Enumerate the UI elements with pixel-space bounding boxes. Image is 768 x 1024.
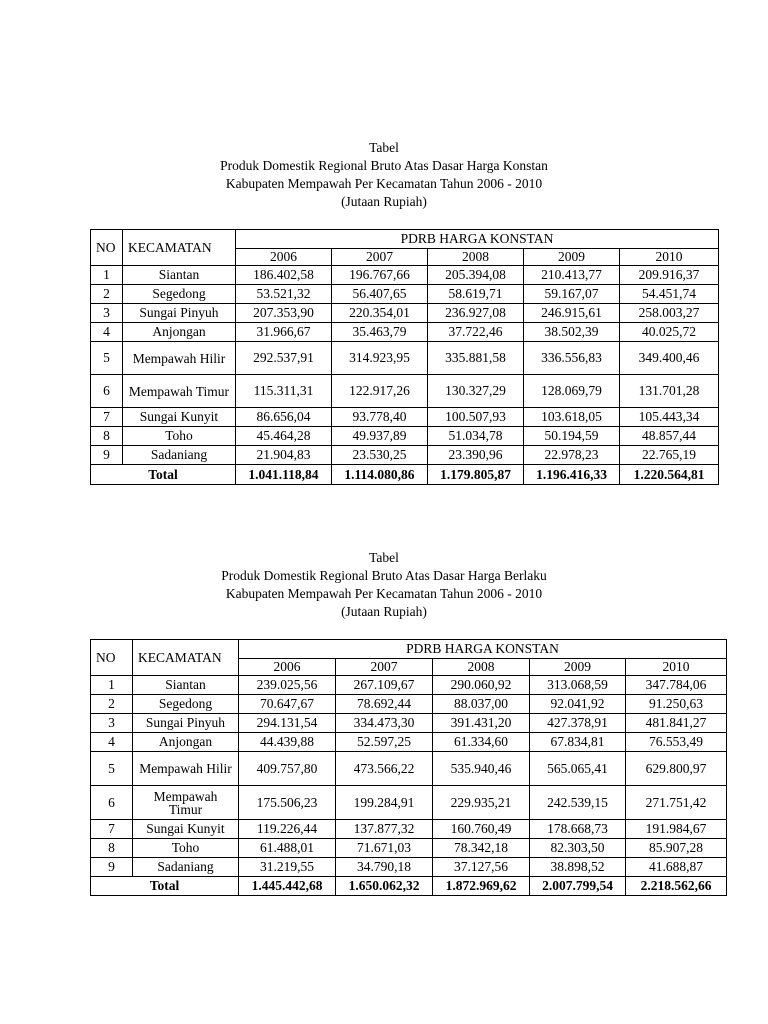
total-value: 1.650.062,32 [336, 877, 433, 896]
row-value: 85.907,28 [626, 839, 727, 858]
row-value: 207.353,90 [236, 304, 332, 323]
caption-line-4: (Jutaan Rupiah) [341, 604, 427, 619]
total-value: 1.196.416,33 [524, 465, 620, 485]
row-value: 23.390,96 [428, 446, 524, 465]
total-value: 1.445.442,68 [239, 877, 336, 896]
row-no: 1 [91, 266, 123, 285]
row-no: 1 [91, 676, 133, 695]
total-value: 2.007.799,54 [530, 877, 626, 896]
row-value: 67.834,81 [530, 733, 626, 752]
row-kecamatan: Sungai Pinyuh [133, 714, 239, 733]
row-kecamatan: Siantan [133, 676, 239, 695]
row-no: 3 [91, 304, 123, 323]
row-value: 38.502,39 [524, 323, 620, 342]
caption-table-1 [0, 139, 768, 211]
table-row [91, 408, 719, 427]
row-value: 313.068,59 [530, 676, 626, 695]
row-no: 5 [91, 342, 123, 375]
row-value: 131.701,28 [620, 375, 719, 408]
total-label: Total [91, 877, 239, 896]
table-row [91, 714, 727, 733]
header-year: 2008 [428, 249, 524, 266]
table-row [91, 839, 727, 858]
table-row [91, 786, 727, 820]
total-row [91, 877, 727, 896]
row-value: 137.877,32 [336, 820, 433, 839]
row-value: 92.041,92 [530, 695, 626, 714]
row-kecamatan: Sungai Kunyit [123, 408, 236, 427]
table-row [91, 733, 727, 752]
row-value: 103.618,05 [524, 408, 620, 427]
caption-line-4: (Jutaan Rupiah) [341, 194, 427, 209]
header-no: NO [91, 230, 123, 266]
row-value: 54.451,74 [620, 285, 719, 304]
table-row [91, 342, 719, 375]
row-no: 9 [91, 858, 133, 877]
row-value: 246.915,61 [524, 304, 620, 323]
row-value: 41.688,87 [626, 858, 727, 877]
row-value: 335.881,58 [428, 342, 524, 375]
header-year: 2009 [524, 249, 620, 266]
row-no: 2 [91, 285, 123, 304]
row-value: 191.984,67 [626, 820, 727, 839]
row-kecamatan: Mempawah Hilir [123, 342, 236, 375]
row-kecamatan: Sungai Pinyuh [123, 304, 236, 323]
row-value: 37.127,56 [433, 858, 530, 877]
row-no: 8 [91, 427, 123, 446]
caption-line-2: Produk Domestik Regional Bruto Atas Dasar Harga Konstan [220, 158, 548, 173]
table-row [91, 427, 719, 446]
row-value: 51.034,78 [428, 427, 524, 446]
table-row [91, 695, 727, 714]
row-value: 481.841,27 [626, 714, 727, 733]
caption-line-1: Tabel [369, 550, 399, 565]
row-kecamatan: Sadaniang [133, 858, 239, 877]
table-row [91, 285, 719, 304]
header-year: 2007 [332, 249, 428, 266]
row-value: 122.917,26 [332, 375, 428, 408]
row-value: 100.507,93 [428, 408, 524, 427]
row-value: 58.619,71 [428, 285, 524, 304]
row-value: 44.439,88 [239, 733, 336, 752]
caption-line-3: Kabupaten Mempawah Per Kecamatan Tahun 2006 - 2010 [225, 176, 543, 191]
row-value: 88.037,00 [433, 695, 530, 714]
row-value: 239.025,56 [239, 676, 336, 695]
row-value: 34.790,18 [336, 858, 433, 877]
row-kecamatan: Mempawah Hilir [133, 752, 239, 786]
row-value: 105.443,34 [620, 408, 719, 427]
row-kecamatan: Segedong [133, 695, 239, 714]
row-value: 236.927,08 [428, 304, 524, 323]
row-value: 45.464,28 [236, 427, 332, 446]
header-year: 2010 [626, 659, 727, 676]
row-value: 242.539,15 [530, 786, 626, 820]
row-value: 53.521,32 [236, 285, 332, 304]
header-group: PDRB HARGA KONSTAN [239, 640, 727, 659]
row-kecamatan: Segedong [123, 285, 236, 304]
row-value: 59.167,07 [524, 285, 620, 304]
header-year: 2009 [530, 659, 626, 676]
caption-line-3: Kabupaten Mempawah Per Kecamatan Tahun 2006 - 2010 [225, 586, 543, 601]
row-value: 220.354,01 [332, 304, 428, 323]
row-value: 314.923,95 [332, 342, 428, 375]
total-row [91, 465, 719, 485]
row-value: 130.327,29 [428, 375, 524, 408]
row-kecamatan: Sadaniang [123, 446, 236, 465]
row-value: 70.647,67 [239, 695, 336, 714]
row-value: 186.402,58 [236, 266, 332, 285]
row-value: 210.413,77 [524, 266, 620, 285]
header-year: 2010 [620, 249, 719, 266]
row-value: 78.342,18 [433, 839, 530, 858]
row-value: 119.226,44 [239, 820, 336, 839]
row-no: 6 [91, 786, 133, 820]
row-no: 9 [91, 446, 123, 465]
row-value: 21.904,83 [236, 446, 332, 465]
row-no: 3 [91, 714, 133, 733]
header-year: 2006 [236, 249, 332, 266]
row-value: 76.553,49 [626, 733, 727, 752]
row-value: 61.488,01 [239, 839, 336, 858]
total-label: Total [91, 465, 236, 485]
header-no: NO [91, 640, 133, 676]
row-value: 427.378,91 [530, 714, 626, 733]
row-value: 336.556,83 [524, 342, 620, 375]
row-kecamatan: Mempawah Timur [123, 375, 236, 408]
table-row [91, 446, 719, 465]
row-no: 5 [91, 752, 133, 786]
header-year: 2007 [336, 659, 433, 676]
row-value: 48.857,44 [620, 427, 719, 446]
header-kecamatan: KECAMATAN [123, 230, 236, 266]
total-value: 1.220.564,81 [620, 465, 719, 485]
table-row [91, 304, 719, 323]
row-value: 23.530,25 [332, 446, 428, 465]
row-value: 40.025,72 [620, 323, 719, 342]
row-value: 565.065,41 [530, 752, 626, 786]
row-value: 61.334,60 [433, 733, 530, 752]
row-value: 37.722,46 [428, 323, 524, 342]
total-value: 1.041.118,84 [236, 465, 332, 485]
row-value: 535.940,46 [433, 752, 530, 786]
row-value: 115.311,31 [236, 375, 332, 408]
row-value: 38.898,52 [530, 858, 626, 877]
row-value: 52.597,25 [336, 733, 433, 752]
pdrb-table-konstan [90, 229, 719, 485]
row-value: 86.656,04 [236, 408, 332, 427]
row-value: 271.751,42 [626, 786, 727, 820]
header-group: PDRB HARGA KONSTAN [236, 230, 719, 249]
row-value: 91.250,63 [626, 695, 727, 714]
row-kecamatan: Toho [123, 427, 236, 446]
row-value: 294.131,54 [239, 714, 336, 733]
row-kecamatan: Anjongan [133, 733, 239, 752]
row-no: 6 [91, 375, 123, 408]
row-value: 199.284,91 [336, 786, 433, 820]
table-row [91, 323, 719, 342]
row-kecamatan: Mempawah Timur [133, 786, 239, 820]
row-value: 22.978,23 [524, 446, 620, 465]
row-value: 178.668,73 [530, 820, 626, 839]
row-value: 31.219,55 [239, 858, 336, 877]
caption-line-2: Produk Domestik Regional Bruto Atas Dasar Harga Berlaku [221, 568, 547, 583]
row-value: 78.692,44 [336, 695, 433, 714]
row-value: 22.765,19 [620, 446, 719, 465]
table-row [91, 820, 727, 839]
row-no: 7 [91, 820, 133, 839]
row-value: 31.966,67 [236, 323, 332, 342]
row-value: 49.937,89 [332, 427, 428, 446]
row-value: 196.767,66 [332, 266, 428, 285]
row-no: 7 [91, 408, 123, 427]
row-value: 258.003,27 [620, 304, 719, 323]
row-value: 292.537,91 [236, 342, 332, 375]
row-value: 35.463,79 [332, 323, 428, 342]
row-no: 4 [91, 323, 123, 342]
row-no: 4 [91, 733, 133, 752]
row-kecamatan: Sungai Kunyit [133, 820, 239, 839]
header-year: 2008 [433, 659, 530, 676]
table-row [91, 752, 727, 786]
caption-line-1: Tabel [369, 140, 399, 155]
row-value: 82.303,50 [530, 839, 626, 858]
row-value: 409.757,80 [239, 752, 336, 786]
row-no: 8 [91, 839, 133, 858]
row-value: 175.506,23 [239, 786, 336, 820]
row-value: 93.778,40 [332, 408, 428, 427]
header-year: 2006 [239, 659, 336, 676]
row-value: 349.400,46 [620, 342, 719, 375]
row-value: 205.394,08 [428, 266, 524, 285]
total-value: 1.179.805,87 [428, 465, 524, 485]
total-value: 1.114.080,86 [332, 465, 428, 485]
row-kecamatan: Siantan [123, 266, 236, 285]
row-value: 229.935,21 [433, 786, 530, 820]
row-value: 209.916,37 [620, 266, 719, 285]
row-value: 290.060,92 [433, 676, 530, 695]
row-value: 128.069,79 [524, 375, 620, 408]
caption-table-2 [0, 549, 768, 621]
row-value: 391.431,20 [433, 714, 530, 733]
table-row [91, 676, 727, 695]
row-value: 50.194,59 [524, 427, 620, 446]
header-kecamatan: KECAMATAN [133, 640, 239, 676]
row-value: 334.473,30 [336, 714, 433, 733]
row-value: 160.760,49 [433, 820, 530, 839]
row-value: 56.407,65 [332, 285, 428, 304]
row-kecamatan: Anjongan [123, 323, 236, 342]
row-kecamatan: Toho [133, 839, 239, 858]
row-value: 267.109,67 [336, 676, 433, 695]
table-row [91, 375, 719, 408]
total-value: 1.872.969,62 [433, 877, 530, 896]
row-value: 473.566,22 [336, 752, 433, 786]
row-value: 347.784,06 [626, 676, 727, 695]
pdrb-table-berlaku [90, 639, 727, 896]
row-value: 629.800,97 [626, 752, 727, 786]
row-no: 2 [91, 695, 133, 714]
table-row [91, 858, 727, 877]
table-row [91, 266, 719, 285]
total-value: 2.218.562,66 [626, 877, 727, 896]
row-value: 71.671,03 [336, 839, 433, 858]
